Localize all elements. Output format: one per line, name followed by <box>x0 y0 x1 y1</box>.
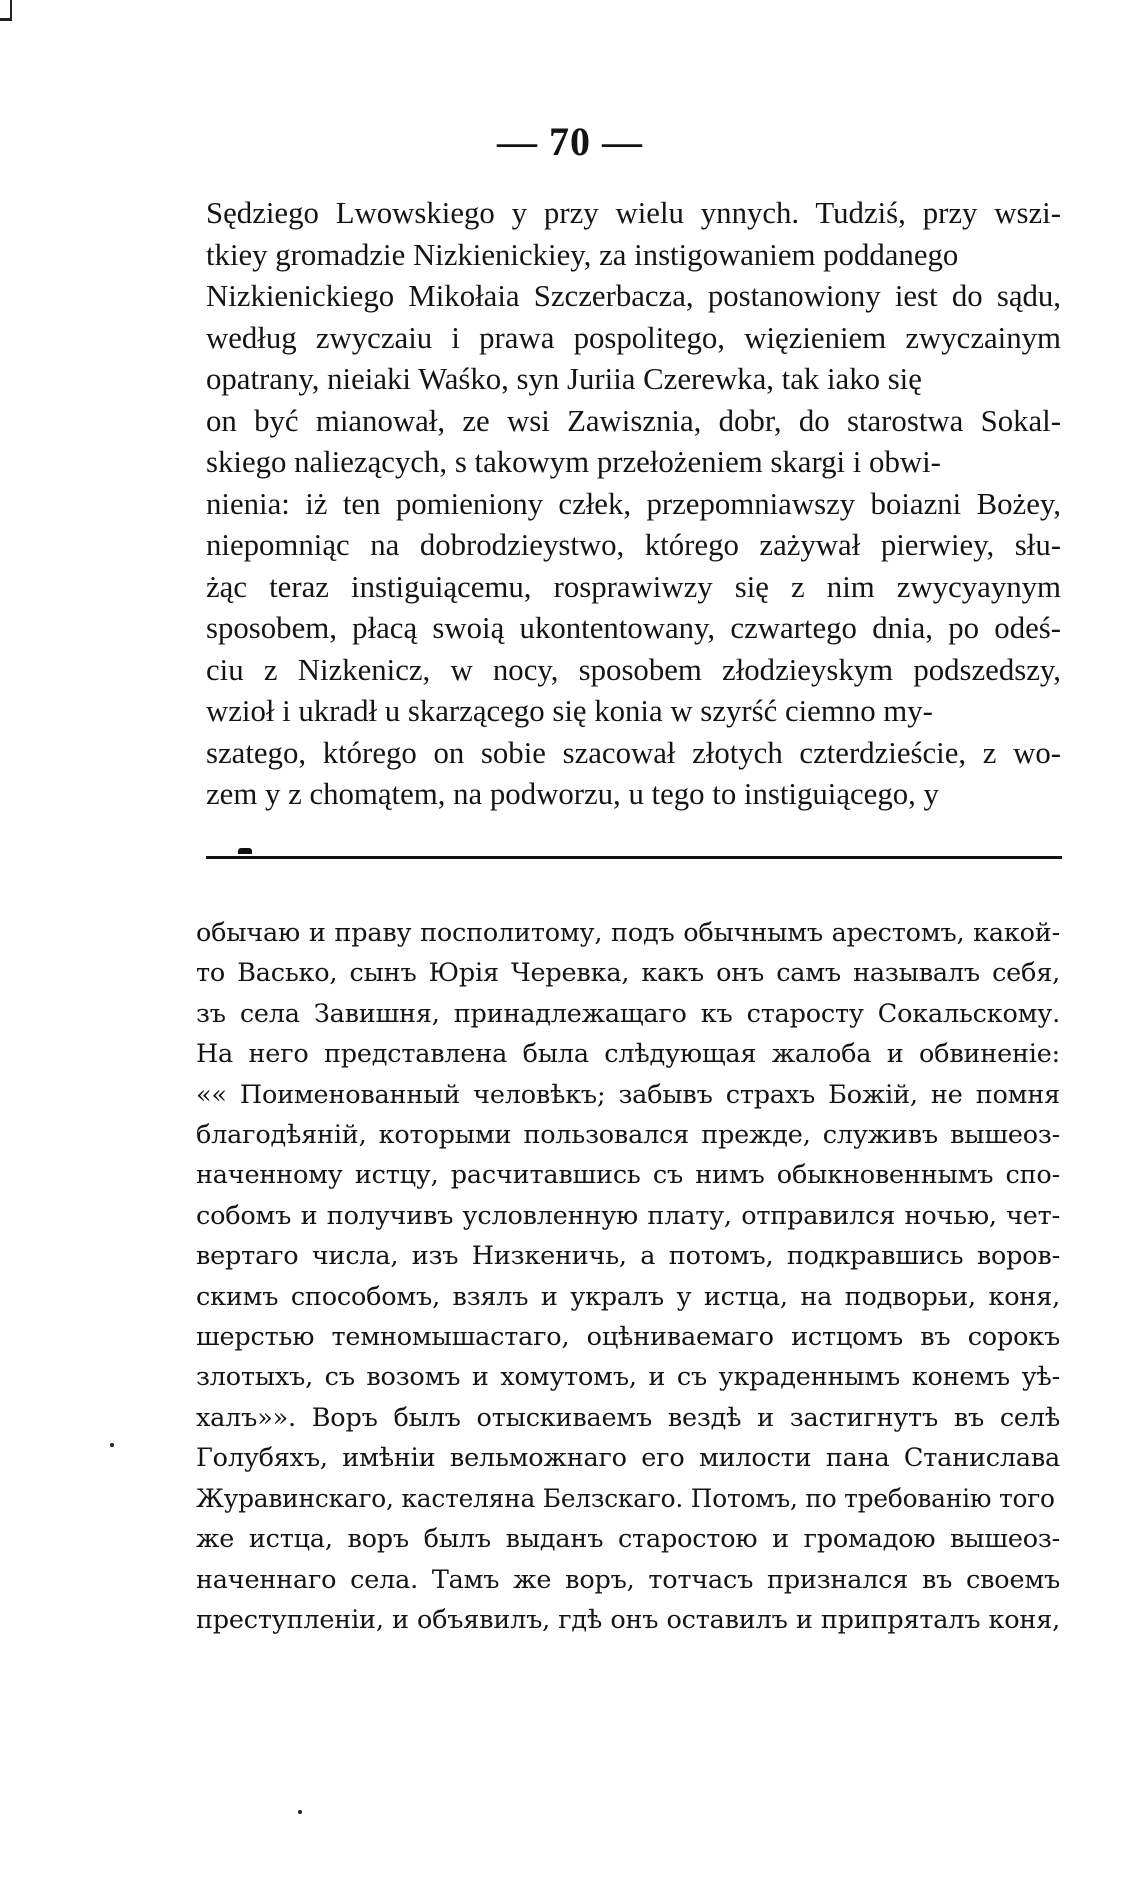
text-line: обычаю и праву посполитому, подъ обычнымъ арестомъ, какой- <box>196 918 1060 948</box>
text-line: же истца, воръ былъ выданъ старостою и громадою вышеоз- <box>196 1524 1060 1555</box>
text-line: «« Поименованный человѣкъ; забывъ страхъ Божій, не помня <box>196 1079 1060 1110</box>
text-line: tkiey gromadzie Nizkienickiey, za instigowaniem poddanego <box>206 237 959 272</box>
section-divider <box>206 856 1062 859</box>
text-line: вертаго числа, изъ Низкеничь, а потомъ, подкравшись воров- <box>196 1241 1060 1272</box>
text-line: Голубяхъ, имѣніи вельможнаго его милости пана Станислава <box>196 1443 1060 1474</box>
text-line: наченнаго села. Тамъ же воръ, тотчасъ признался въ своемъ <box>196 1564 1060 1595</box>
text-line: szatego, którego on sobie szacował złotych czterdzieście, z wo- <box>206 735 1061 770</box>
text-line: собомъ и получивъ условленную плату, отправился ночью, чет- <box>196 1200 1060 1231</box>
text-line: nienia: iż ten pomieniony człek, przepomniawszy boiazni Bożey, <box>206 486 1061 521</box>
text-line: niepomniąc na dobrodzieystwo, którego zażywał pierwiey, słu- <box>206 528 1061 562</box>
text-line: злотыхъ, съ возомъ и хомутомъ, и съ украденнымъ конемъ уѣ- <box>196 1362 1060 1393</box>
text-line: skiego naliezących, s takowym przełożeniem skargi i obwi- <box>206 445 941 479</box>
text-line: наченному истцу, расчитавшись съ нимъ обыкновеннымъ спо- <box>196 1160 1060 1191</box>
text-line: sposobem, płacą swoią ukontentowany, czwartego dnia, po odeś- <box>206 611 1061 645</box>
text-line: wzioł i ukradł u skarzącego się konia w szyrść ciemno my- <box>206 694 933 728</box>
text-line: według zwyczaiu i prawa pospolitego, więzieniem zwyczainym <box>206 320 1061 355</box>
text-line: Журавинскаго, кастеляна Белзскаго. Потомъ, по требованію того <box>196 1483 1055 1513</box>
text-line: шерстью темномышастаго, оцѣниваемаго истцомъ въ сорокъ <box>196 1322 1060 1353</box>
ink-speck <box>298 1810 302 1814</box>
russian-text-block <box>196 913 1060 1640</box>
text-line: żąc teraz instiguiącemu, rosprawiwzy się z nim zwycyaynym <box>206 569 1061 604</box>
text-line: on być mianował, ze wsi Zawisznia, dobr, do starostwa Sokal- <box>206 403 1061 438</box>
text-line: халъ»». Воръ былъ отыскиваемъ вездѣ и застигнутъ въ селѣ <box>196 1402 1060 1433</box>
page-corner-mark <box>0 0 12 21</box>
text-line: opatrany, nieiaki Waśko, syn Juriia Czerewka, tak iako się <box>206 362 922 396</box>
text-line: zem y z chomątem, na podworzu, u tego to instiguiącego, y <box>206 777 939 811</box>
ink-speck <box>110 1443 114 1447</box>
polish-text-block <box>206 193 1061 816</box>
text-line: Nizkienickiego Mikołaia Szczerbacza, postanowiony iest do sądu, <box>206 279 1061 313</box>
text-line: Sędziego Lwowskiego y przy wielu ynnych. Tudziś, przy wszi- <box>206 196 1061 230</box>
text-line: зъ села Завишня, принадлежащаго къ старосту Сокальскому. <box>196 998 1060 1029</box>
divider-mark <box>238 848 252 854</box>
text-line: благодѣяній, которыми пользовался прежде, служивъ вышеоз- <box>196 1120 1060 1151</box>
page-number: — 70 — <box>497 119 643 164</box>
text-line: то Васько, сынъ Юрія Черевка, какъ онъ самъ называлъ себя, <box>196 958 1060 989</box>
text-line: скимъ способомъ, взялъ и укралъ у истца, на подворьи, коня, <box>196 1281 1060 1312</box>
text-line: ciu z Nizkenicz, w nocy, sposobem złodzieyskym podszedszy, <box>206 652 1061 687</box>
text-line: На него представлена была слѣдующая жалоба и обвиненіе: <box>196 1039 1060 1070</box>
text-line: преступленіи, и объявилъ, гдѣ онъ оставилъ и припряталъ коня, <box>196 1604 1060 1635</box>
